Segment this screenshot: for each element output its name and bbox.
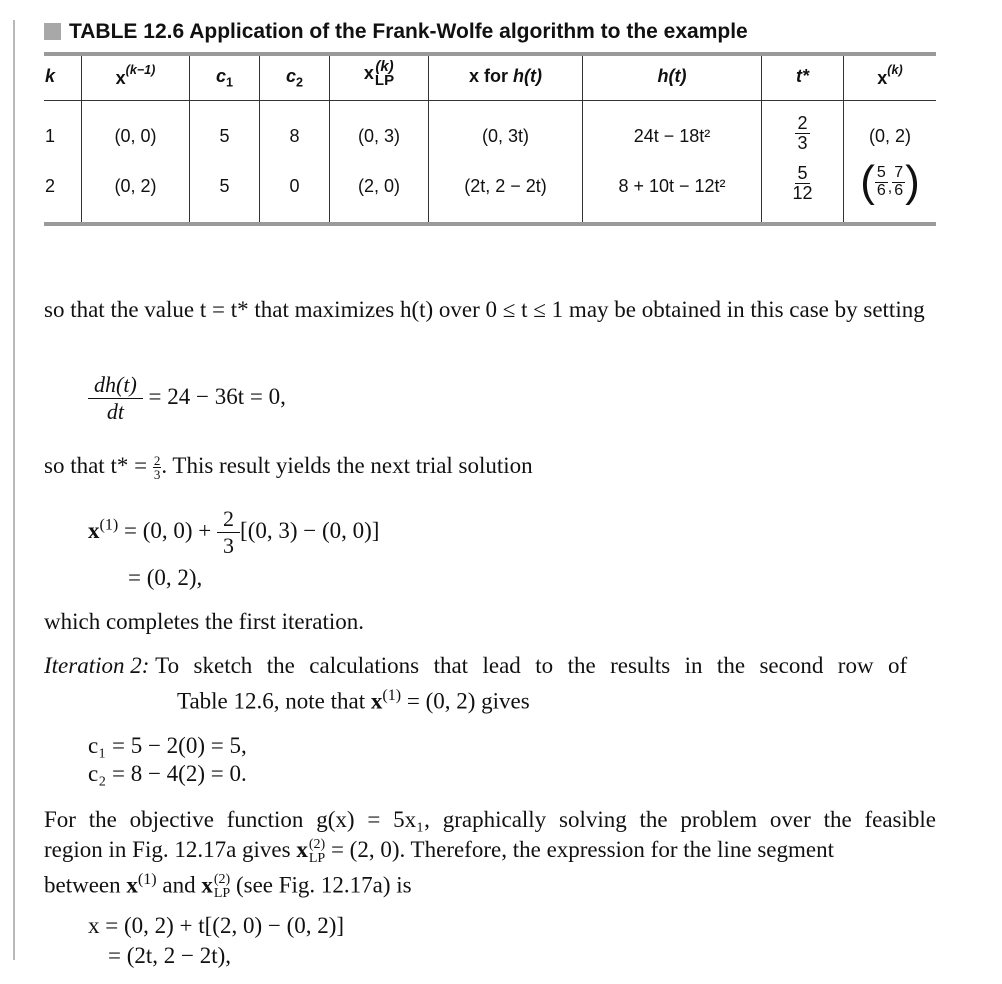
tstar-pre: so that t* = — [44, 453, 148, 478]
paragraph-objective-line3 — [44, 864, 412, 901]
header-c2-sub: 2 — [296, 75, 304, 90]
derivative-rhs: = 24 − 36t = 0, — [148, 384, 286, 410]
table-top-rule — [44, 52, 936, 56]
trial-x: x — [88, 518, 100, 544]
equation-line-segment-result: = (2t, 2 − 2t), — [108, 943, 232, 968]
objective-line3-sup1: (1) — [137, 871, 157, 888]
trial-frac-num: 2 — [217, 506, 240, 533]
caption-square-icon — [44, 23, 61, 40]
row2-tstar-fraction — [790, 164, 814, 203]
iteration2-sup: (1) — [382, 687, 402, 704]
row1-x-prev: (0, 0) — [114, 126, 157, 146]
iteration2-line2 — [177, 680, 530, 717]
objective-line3-post: (see Fig. 12.17a) is — [235, 872, 412, 898]
objective-line1-text: For the objective function g(x) = 5x₁, graphically solving the problem over the feasible — [44, 807, 936, 832]
row2-xk — [844, 157, 936, 206]
objective-line3-sub: LP — [213, 886, 231, 902]
header-c1-sub: 1 — [226, 75, 234, 90]
objective-line3-x2: x — [201, 872, 213, 898]
row1-xk: (0, 2) — [868, 126, 911, 146]
header-xk-base: x — [877, 68, 888, 88]
equation-line-segment: x = (0, 2) + t[(2, 0) − (0, 2)] — [88, 913, 345, 938]
trial-sup: (1) — [99, 516, 119, 534]
row1-c1: 5 — [219, 126, 230, 146]
row1-k: 1 — [44, 126, 55, 146]
paragraph-objective-line1 — [44, 804, 936, 835]
table-header-rule — [44, 100, 936, 101]
row2-x-prev: (0, 2) — [114, 176, 157, 196]
header-c1 — [190, 66, 259, 90]
tstar-frac-den: 3 — [153, 467, 161, 483]
iteration2-text2-pre: Table 12.6, note that — [177, 688, 366, 714]
derivative-num: dh(t) — [88, 372, 143, 399]
header-c2 — [260, 66, 329, 90]
row1-tstar-fraction — [795, 114, 809, 153]
objective-line2-pre: region in Fig. 12.17a gives — [44, 837, 291, 862]
objective-line2-supsub — [309, 838, 325, 866]
objective-line3-pre: between — [44, 872, 121, 898]
derivative-den: dt — [106, 399, 124, 425]
row2-c2: 0 — [289, 176, 300, 196]
row1-h: 24t − 18t² — [633, 126, 711, 146]
objective-line2-sub: LP — [308, 850, 326, 866]
row2-c1: 5 — [219, 176, 230, 196]
row2-xk-sep: , — [887, 179, 893, 197]
header-x-lp-sup: (k) — [375, 58, 394, 75]
tstar-frac-num: 2 — [153, 453, 161, 469]
row2-tstar-den: 12 — [792, 182, 813, 203]
trial-fraction — [217, 506, 240, 560]
row2-xk-frac-b — [892, 165, 905, 200]
equation-trial-result: = (0, 2), — [128, 565, 203, 590]
header-x-prev — [82, 63, 189, 89]
iteration2-label: Iteration 2: — [44, 653, 150, 678]
tstar-post: . This result yields the next trial solution — [161, 453, 533, 478]
row2-x-for-h: (2t, 2 − 2t) — [464, 176, 547, 196]
row1-tstar — [762, 114, 843, 153]
row2-tstar-num: 5 — [797, 163, 808, 183]
table-caption — [44, 20, 748, 44]
objective-line2-post: = (2, 0). Therefore, the expression for the line segment — [330, 837, 834, 862]
row2-xk-a-den: 6 — [876, 181, 886, 199]
header-x-for-h-it: h(t) — [513, 66, 542, 86]
header-x-lp-base: x — [363, 62, 374, 83]
paragraph-first-iteration: which completes the first iteration. — [44, 609, 364, 634]
row2-xk-b-den: 6 — [894, 181, 904, 199]
equation-c2: c₂ = 8 − 4(2) = 0. — [88, 761, 247, 786]
header-k: k — [44, 66, 55, 86]
caption-title: Application of the Frank-Wolfe algorithm to the example — [189, 20, 748, 43]
header-tstar: t* — [796, 66, 809, 86]
iteration2-line1 — [44, 650, 907, 681]
header-x-for-h — [429, 66, 582, 87]
header-x-prev-sup: (k−1) — [125, 63, 156, 77]
header-c1-base: c — [215, 66, 226, 86]
iteration2-x: x — [370, 688, 383, 714]
header-x-lp — [330, 60, 428, 88]
objective-line2-x: x — [296, 837, 308, 862]
objective-line3-mid: and — [162, 872, 196, 898]
table-bottom-rule — [44, 222, 936, 226]
equation-c1: c₁ = 5 − 2(0) = 5, — [88, 733, 247, 758]
equation-trial-solution — [88, 506, 379, 560]
objective-line3-x1: x — [126, 872, 138, 898]
row2-xk-open-paren: ( — [860, 157, 875, 206]
equation-derivative — [88, 372, 286, 426]
trial-rest: [(0, 3) − (0, 0)] — [240, 518, 380, 544]
row1-x-for-h: (0, 3t) — [481, 126, 529, 146]
paragraph-maximize: so that the value t = t* that maximizes h(t) over 0 ≤ t ≤ 1 may be obtained in this case by setting — [44, 297, 925, 322]
row2-xk-frac-a — [875, 165, 888, 200]
iteration2-text2-post: = (0, 2) gives — [406, 688, 530, 714]
objective-line3-sup2: (2) — [213, 872, 231, 888]
header-x-lp-sub: LP — [374, 72, 395, 89]
row2-k: 2 — [44, 176, 55, 196]
header-x-lp-supsub — [375, 60, 394, 88]
row2-x-lp: (2, 0) — [357, 176, 400, 196]
row2-xk-close-paren: ) — [905, 157, 920, 206]
header-h: h(t) — [657, 66, 687, 86]
row2-h: 8 + 10t − 12t² — [618, 176, 726, 196]
derivative-fraction — [88, 372, 143, 426]
row1-c2: 8 — [289, 126, 300, 146]
row2-xk-b-num: 7 — [894, 163, 904, 181]
row2-xk-a-num: 5 — [876, 163, 886, 181]
trial-frac-den: 3 — [223, 533, 235, 559]
header-xk — [844, 63, 936, 89]
row2-tstar — [762, 164, 843, 203]
paragraph-objective-line2 — [44, 834, 834, 866]
header-xk-sup: (k) — [887, 63, 903, 77]
row1-tstar-num: 2 — [797, 113, 808, 133]
iteration2-text1: To sketch the calculations that lead to the results in the second row of — [155, 653, 908, 678]
row1-x-lp: (0, 3) — [357, 126, 400, 146]
caption-label: TABLE 12.6 — [69, 20, 185, 43]
objective-line2-sup: (2) — [308, 836, 326, 852]
row1-tstar-den: 3 — [797, 132, 808, 153]
objective-line3-supsub — [214, 873, 230, 901]
header-c2-base: c — [285, 66, 296, 86]
header-x-prev-base: x — [115, 68, 126, 88]
header-x-for-h-pre: x for — [469, 66, 514, 86]
left-margin-bar — [13, 20, 15, 960]
paragraph-tstar — [44, 450, 533, 481]
trial-mid: = (0, 0) + — [124, 518, 212, 544]
